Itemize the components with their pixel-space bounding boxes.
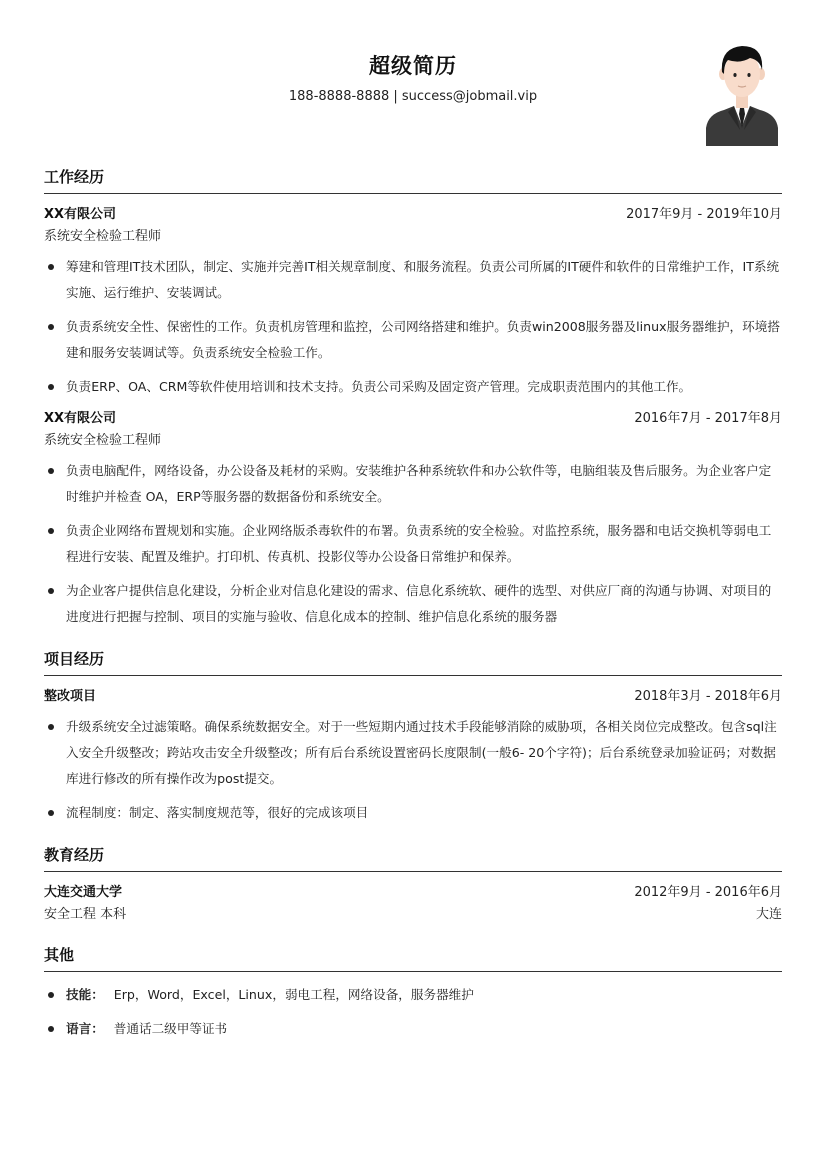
bullet-list (44, 458, 782, 630)
bullet-item: 流程制度：制定、落实制度规范等，很好的完成该项目 (44, 800, 782, 826)
bullet-item: 负责电脑配件，网络设备，办公设备及耗材的采购。安装维护各种系统软件和办公软件等，电脑组装及售后服务。为企业客户定时维护并检查 OA，ERP等服务器的数据备份和系统安全。 (44, 458, 782, 510)
contact-info: 188-8888-8888 | success@jobmail.vip (288, 89, 538, 104)
education-entry (44, 882, 782, 926)
work-entry (44, 204, 782, 400)
major-degree: 安全工程 本科 (44, 907, 127, 922)
company-name: XX有限公司 (44, 207, 117, 222)
job-role: 系统安全检验工程师 (44, 229, 162, 244)
language-label: 语言： (66, 1021, 104, 1036)
job-role: 系统安全检验工程师 (44, 433, 162, 448)
resume-page (44, 0, 782, 1169)
skills-value: Erp，Word，Excel，Linux，弱电工程，网络设备，服务器维护 (113, 987, 474, 1002)
work-entry (44, 408, 782, 630)
project-name: 整改项目 (44, 689, 97, 704)
section-title-projects: 项目经历 (44, 648, 782, 676)
date-range: 2017年9月 - 2019年10月 (626, 207, 782, 222)
bullet-item: 负责企业网络布置规划和实施。企业网络版杀毒软件的布署。负责系统的安全检验。对监控系统，服务器和电话交换机等弱电工程进行安装、配置及维护。打印机、传真机、投影仪等办公设备日常维护和保养。 (44, 518, 782, 570)
candidate-name: 超级简历 (369, 54, 457, 78)
bullet-item: 升级系统安全过滤策略。确保系统数据安全。对于一些短期内通过技术手段能够消除的威胁项，各相关岗位完成整改。包含sql注入安全升级整改；跨站攻击安全升级整改；所有后台系统设置密码长度限制(一般6- 20个字符)；后台系统登录加验证码；对数据库进行修改的所有操作改为post提交。 (44, 714, 782, 792)
language-value: 普通话二级甲等证书 (113, 1021, 228, 1036)
bullet-list (44, 254, 782, 400)
date-range: 2016年7月 - 2017年8月 (634, 411, 782, 426)
skills-label: 技能： (66, 987, 104, 1002)
section-title-education: 教育经历 (44, 844, 782, 872)
other-list (44, 982, 782, 1042)
project-entry (44, 686, 782, 826)
school-name: 大连交通大学 (44, 885, 123, 900)
avatar-icon (704, 42, 780, 146)
company-name: XX有限公司 (44, 411, 117, 426)
skills-item (44, 982, 782, 1008)
bullet-item: 为企业客户提供信息化建设，分析企业对信息化建设的需求、信息化系统软、硬件的选型、对供应厂商的沟通与协调、对项目的进度进行把握与控制、项目的实施与验收、信息化成本的控制、维护信息化系统的服务器 (44, 578, 782, 630)
bullet-item: 负责系统安全性、保密性的工作。负责机房管理和监控，公司网络搭建和维护。负责win2008服务器及linux服务器维护，环境搭建和服务安装调试等。负责系统安全检验工作。 (44, 314, 782, 366)
bullet-item: 负责ERP、OA、CRM等软件使用培训和技术支持。负责公司采购及固定资产管理。完成职责范围内的其他工作。 (44, 374, 782, 400)
section-title-other: 其他 (44, 944, 782, 972)
bullet-item: 筹建和管理IT技术团队，制定、实施并完善IT相关规章制度、和服务流程。负责公司所属的IT硬件和软件的日常维护工作，IT系统实施、运行维护、安装调试。 (44, 254, 782, 306)
bullet-list (44, 714, 782, 826)
resume-content (44, 160, 782, 1050)
date-range: 2012年9月 - 2016年6月 (634, 885, 782, 900)
section-title-work: 工作经历 (44, 166, 782, 194)
school-city: 大连 (755, 907, 782, 922)
language-item (44, 1016, 782, 1042)
date-range: 2018年3月 - 2018年6月 (634, 689, 782, 704)
